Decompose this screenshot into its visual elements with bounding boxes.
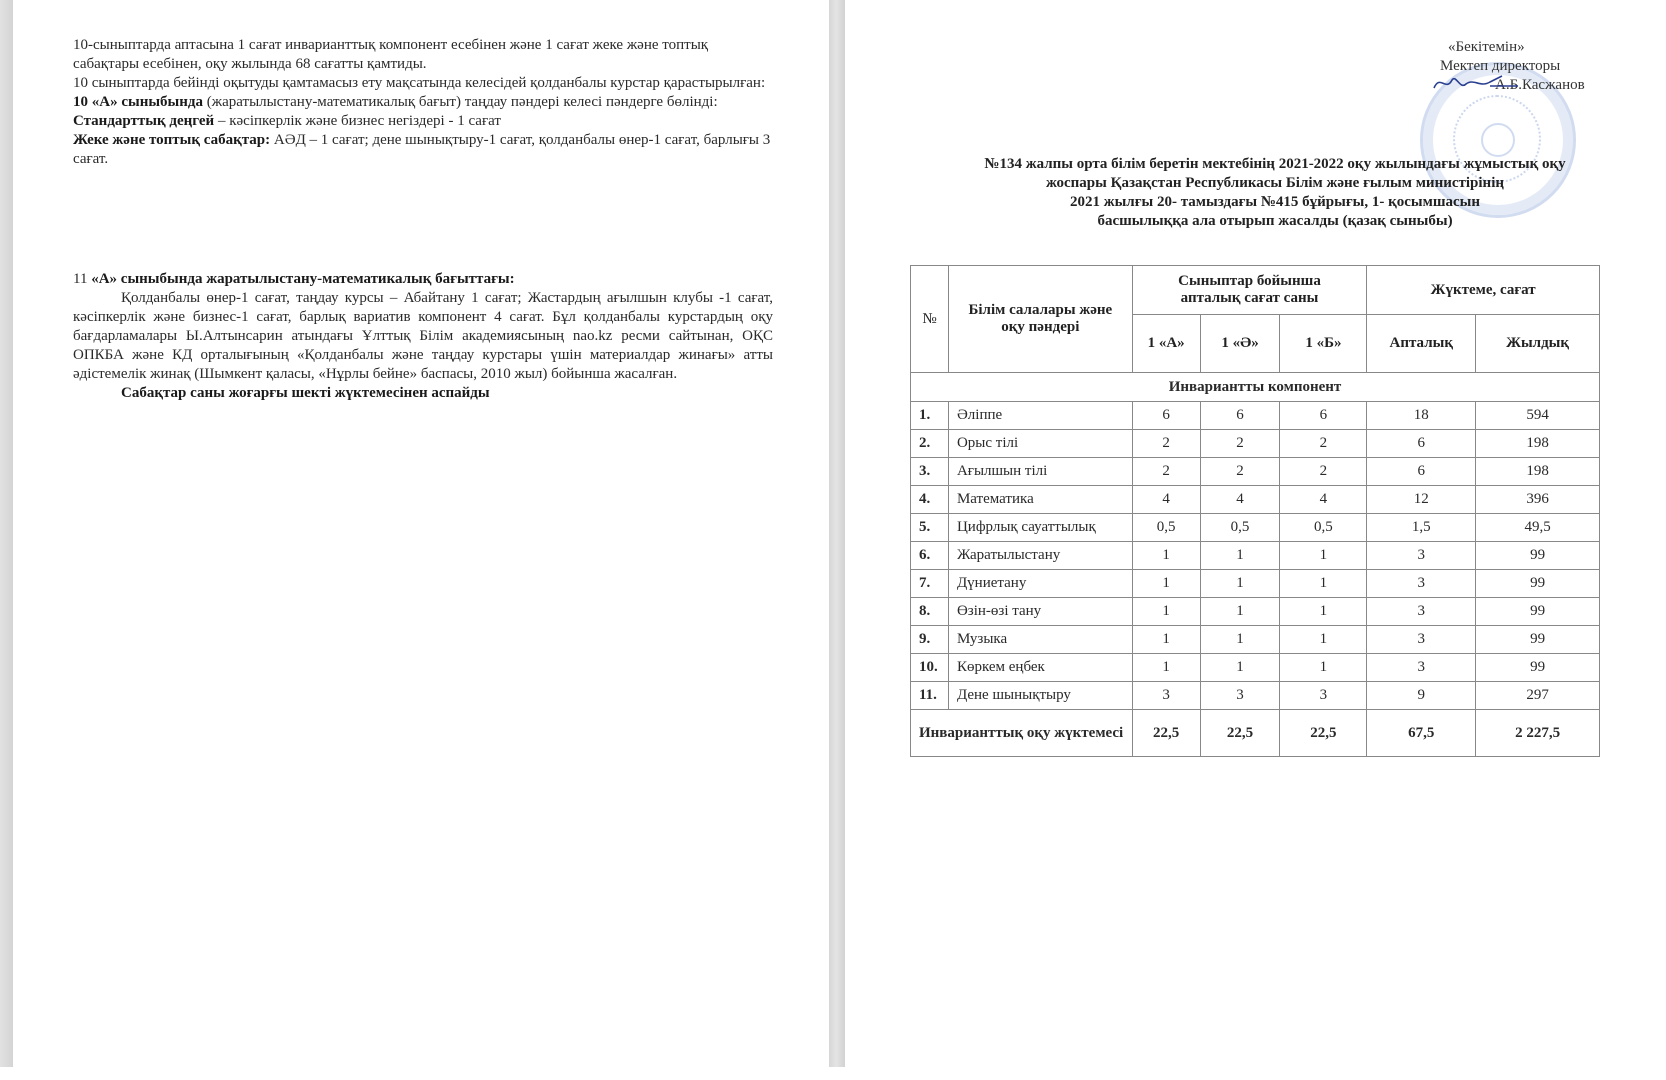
header-class-a: 1 «А» [1132, 315, 1200, 373]
director-name: А.Б.Касжанов [1495, 77, 1585, 93]
stamp-emblem [1481, 123, 1515, 157]
table-row: 3. Ағылшын тілі 2 2 2 6 198 [911, 458, 1600, 486]
header-weekly-by-class: Сыныптар бойынша апталық сағат саны [1132, 266, 1367, 315]
table-row: 10. Көркем еңбек 1 1 1 3 99 [911, 654, 1600, 682]
table-row: 8. Өзін-өзі тану 1 1 1 3 99 [911, 598, 1600, 626]
left-page-section-11 [73, 270, 773, 403]
total-label: Инварианттық оқу жүктемесі [911, 710, 1133, 757]
table-row: 9. Музыка 1 1 1 3 99 [911, 626, 1600, 654]
header-weekly: Апталық [1367, 315, 1476, 373]
table-row: 11. Дене шынықтыру 3 3 3 9 297 [911, 682, 1600, 710]
header-no: № [911, 266, 949, 373]
paragraph-standard-level: Стандарттық деңгей – кәсіпкерлік және бизнес негіздері - 1 сағат [73, 113, 501, 129]
section-11-body: Қолданбалы өнер-1 сағат, таңдау курсы – Абайтану 1 сағат; Жастардың ағылшын клубы -1 сағат, кәсіпкерлік және бизнес-1 сағат, барлық вариатив компонент 4 сағат. Бұл қолданбалы курстардың оқу бағдарламалары Ы.Алтынсарин атындағы Ұлттық Білім академиясының nao.kz ресми сайтынан, ОҚС ОПКБА және КД орталығының «Қолданбалы және таңдау курстары үшін материалдар жинағы» атты әдістемелік жинақ (Шымкент қаласы, «Нұрлы бейне» баспасы, 2010 жыл) бойынша жасалған. [73, 290, 773, 382]
viewer-gutter-left [0, 0, 13, 1067]
header-subject: Білім салалары және оқу пәндері [948, 266, 1132, 373]
label-10a: 10 «А» сыныбында [73, 94, 203, 110]
header-class-ae: 1 «Ә» [1200, 315, 1280, 373]
label-individual-lessons: Жеке және топтық сабақтар: [73, 132, 271, 148]
total-class-b: 22,5 [1280, 710, 1367, 757]
header-load: Жүктеме, сағат [1367, 266, 1600, 315]
section-invariant-component: Инвариантты компонент [911, 373, 1600, 402]
approval-name-line [1405, 76, 1645, 95]
paragraph-10-grade-hours: 10-сыныптарда аптасына 1 сағат инварианттық компонент есебінен және 1 сағат жеке және топтық сабақтары есебінен, оқу жылында 68 сағатты қамтиды. [73, 37, 709, 72]
label-standard-level: Стандарттық деңгей [73, 113, 215, 129]
table-total-row [911, 710, 1600, 757]
section-11-conclusion: Сабақтар саны жоғарғы шекті жүктемесінен аспайды [121, 385, 490, 401]
approval-block [1405, 38, 1645, 95]
curriculum-table [910, 265, 1600, 757]
total-class-ae: 22,5 [1200, 710, 1280, 757]
signature-icon [1430, 72, 1520, 94]
table-row: 7. Дүниетану 1 1 1 3 99 [911, 570, 1600, 598]
approval-position: Мектеп директоры [1440, 58, 1561, 74]
total-weekly: 67,5 [1367, 710, 1476, 757]
total-yearly: 2 227,5 [1476, 710, 1600, 757]
paragraph-individual-lessons: Жеке және топтық сабақтар: АӘД – 1 сағат; дене шынықтыру-1 сағат, қолданбалы өнер-1 сағат, барлығы 3 сағат. [73, 132, 771, 167]
header-yearly: Жылдық [1476, 315, 1600, 373]
header-class-b: 1 «Б» [1280, 315, 1367, 373]
viewer-page-separator [829, 0, 845, 1067]
left-page-intro [73, 36, 773, 169]
table-row: 6. Жаратылыстану 1 1 1 3 99 [911, 542, 1600, 570]
document-title: №134 жалпы орта білім беретін мектебінің 2021-2022 оқу жылындағы жұмыстық оқу жоспары Қазақстан Республикасы Білім және ғылым министірінің 2021 жылғы 20- тамыздағы №415 бұйрығы, 1- қосымшасын басшылыққа ала отырып жасалды (қазақ сыныбы) [984, 156, 1566, 229]
table-row: 2. Орыс тілі 2 2 2 6 198 [911, 430, 1600, 458]
paragraph-10-grade-courses: 10 сыныптарда бейінді оқытуды қамтамасыз ету мақсатында келесідей қолданбалы курстар қарастырылған: [73, 75, 766, 91]
section-11-heading: 11 «А» сыныбында жаратылыстану-математикалық бағыттағы: [73, 271, 515, 287]
table-row: 4. Математика 4 4 4 12 396 [911, 486, 1600, 514]
approval-label: «Бекітемін» [1448, 39, 1525, 55]
paragraph-10a-electives: 10 «А» сыныбында (жаратылыстану-математикалық бағыт) таңдау пәндері келесі пәндерге бөлінді: [73, 94, 718, 110]
table-row: 1. Әліппе 6 6 6 18 594 [911, 402, 1600, 430]
total-class-a: 22,5 [1132, 710, 1200, 757]
table-row: 5. Цифрлық сауаттылық 0,5 0,5 0,5 1,5 49,5 [911, 514, 1600, 542]
